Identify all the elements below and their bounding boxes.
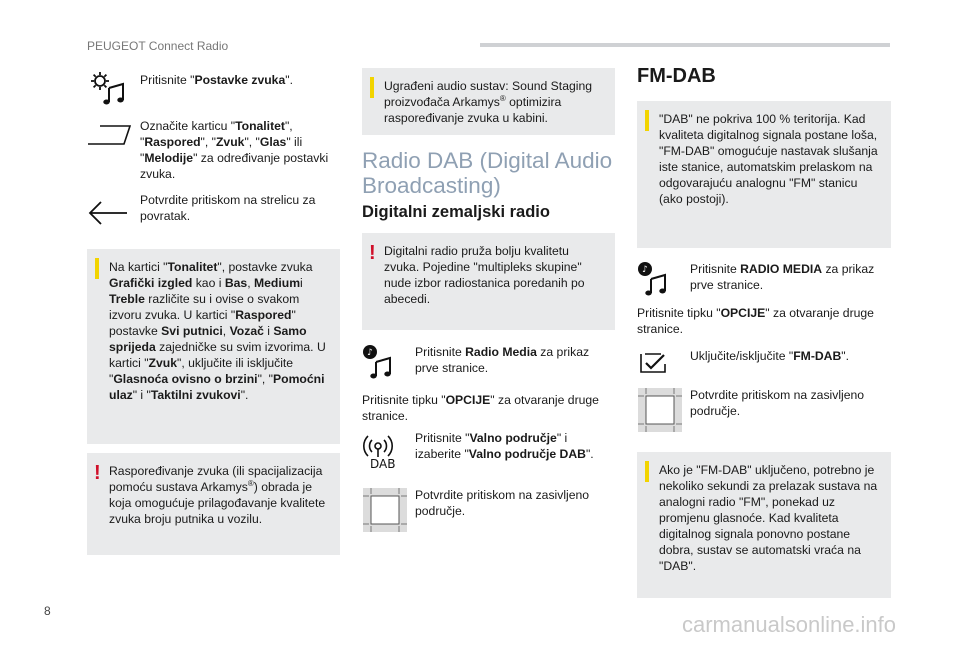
grey-area-icon (362, 487, 408, 533)
info-marker (645, 113, 649, 131)
step-text: Označite karticu "Tonalitet", "Raspored", "Zvuk", "Glas" ili "Melodije" za određivanje postavki zvuka. (140, 119, 329, 181)
step-select-tab (87, 118, 340, 184)
step-toggle-fm-dab (637, 348, 891, 378)
warning-icon: ! (94, 462, 101, 484)
running-header: PEUGEOT Connect Radio (87, 39, 229, 53)
step-text: Uključite/isključite "FM-DAB". (690, 349, 849, 363)
instruction-options: Pritisnite tipku "OPCIJE" za otvaranje druge stranice. (362, 393, 599, 423)
info-box-tonality (87, 249, 340, 444)
svg-text:DAB: DAB (370, 457, 396, 470)
warning-text: Digitalni radio pruža bolju kvalitetu zvuka. Pojedine "multipleks skupine" nude izbor radiostanica poredanih po abecedi. (384, 244, 585, 306)
step-confirm-grey (362, 487, 615, 537)
step-confirm-back (87, 192, 340, 232)
warning-text: Raspoređivanje zvuka (ili spacijalizacija pomoću sustava Arkamys®) obrada je koja omogućuje prilagođavanje kvalitete zvuka broju putnika u vozilu. (109, 464, 326, 526)
settings-music-icon (87, 68, 129, 108)
info-text: Ako je "FM-DAB" uključeno, potrebno je nekoliko sekundi za prelazak sustava na analogni radio "FM", ponekad uz promjenu glasnoće. Kad kvaliteta digitalnog signala ponovno postane dobra, sustav se automatski vraća na "DAB". (659, 463, 878, 573)
svg-text:♪: ♪ (642, 265, 648, 275)
step-sound-settings (87, 68, 340, 110)
subsection-title: Digitalni zemaljski radio (362, 203, 550, 221)
svg-text:♪: ♪ (367, 348, 373, 358)
step-waveband (362, 430, 615, 470)
info-box-dab-coverage (637, 101, 891, 248)
step-confirm-grey (637, 387, 891, 437)
step-text: Potvrdite pritiskom na zasivljeno područje. (415, 488, 590, 518)
warning-box-spatialization (87, 453, 340, 555)
warning-box-digital-radio (362, 233, 615, 330)
checkbox-icon (637, 348, 673, 376)
step-text: Potvrdite pritiskom na zasivljeno područje. (690, 388, 865, 418)
music-note-icon (637, 261, 673, 299)
step-text: Pritisnite "Postavke zvuka". (140, 73, 293, 87)
info-box-fm-dab-switch (637, 452, 891, 598)
music-note-icon (362, 344, 398, 382)
warning-icon: ! (369, 242, 376, 264)
info-text: "DAB" ne pokriva 100 % teritorija. Kad kvaliteta digitalnog signala postane loša, "FM-DAB" omogućuje nastavak slušanja iste stanice, automatskim prelaskom na odgovarajuću analognu "FM" stanicu (ako postoji). (659, 112, 878, 206)
step-radio-media (637, 261, 891, 301)
section-title-radio-dab: Radio DAB (Digital Audio Broadcasting) (362, 148, 613, 198)
step-text: Pritisnite "Valno područje" i izaberite "Valno područje DAB". (415, 431, 594, 461)
step-text: Potvrdite pritiskom na strelicu za povratak. (140, 193, 316, 223)
step-text: Pritisnite RADIO MEDIA za prikaz prve stranice. (690, 262, 875, 292)
info-text: Ugrađeni audio sustav: Sound Staging proizvođača Arkamys® optimizira raspoređivanje zvuka u kabini. (384, 79, 593, 125)
section-title-fm-dab: FM-DAB (637, 65, 716, 87)
back-arrow-icon (87, 198, 131, 228)
dab-antenna-icon (362, 430, 406, 470)
info-marker (95, 261, 99, 279)
info-box-sound-staging (362, 68, 615, 135)
step-text: Pritisnite Radio Media za prikaz prve stranice. (415, 345, 590, 375)
watermark: carmanualsonline.info (682, 612, 897, 637)
info-marker (645, 464, 649, 482)
tab-icon (87, 122, 131, 148)
instruction-options: Pritisnite tipku "OPCIJE" za otvaranje druge stranice. (637, 306, 874, 336)
grey-area-icon (637, 387, 683, 433)
header-rule (480, 43, 890, 47)
info-marker (370, 80, 374, 98)
step-radio-media (362, 344, 615, 384)
info-text: Na kartici "Tonalitet", postavke zvuka Grafički izgled kao i Bas, Mediumi Treble različite su i ovise o svakom izvoru zvuka. U kartici "Raspored" postavke Svi putnici, Vozač i Samo sprijeda zajedničke su svim izvorima. U kartici "Zvuk", uključite ili isključite "Glasnoća ovisno o brzini", "Pomoćni ulaz" i "Taktilni zvukovi". (109, 260, 326, 402)
page-number: 8 (44, 604, 51, 618)
